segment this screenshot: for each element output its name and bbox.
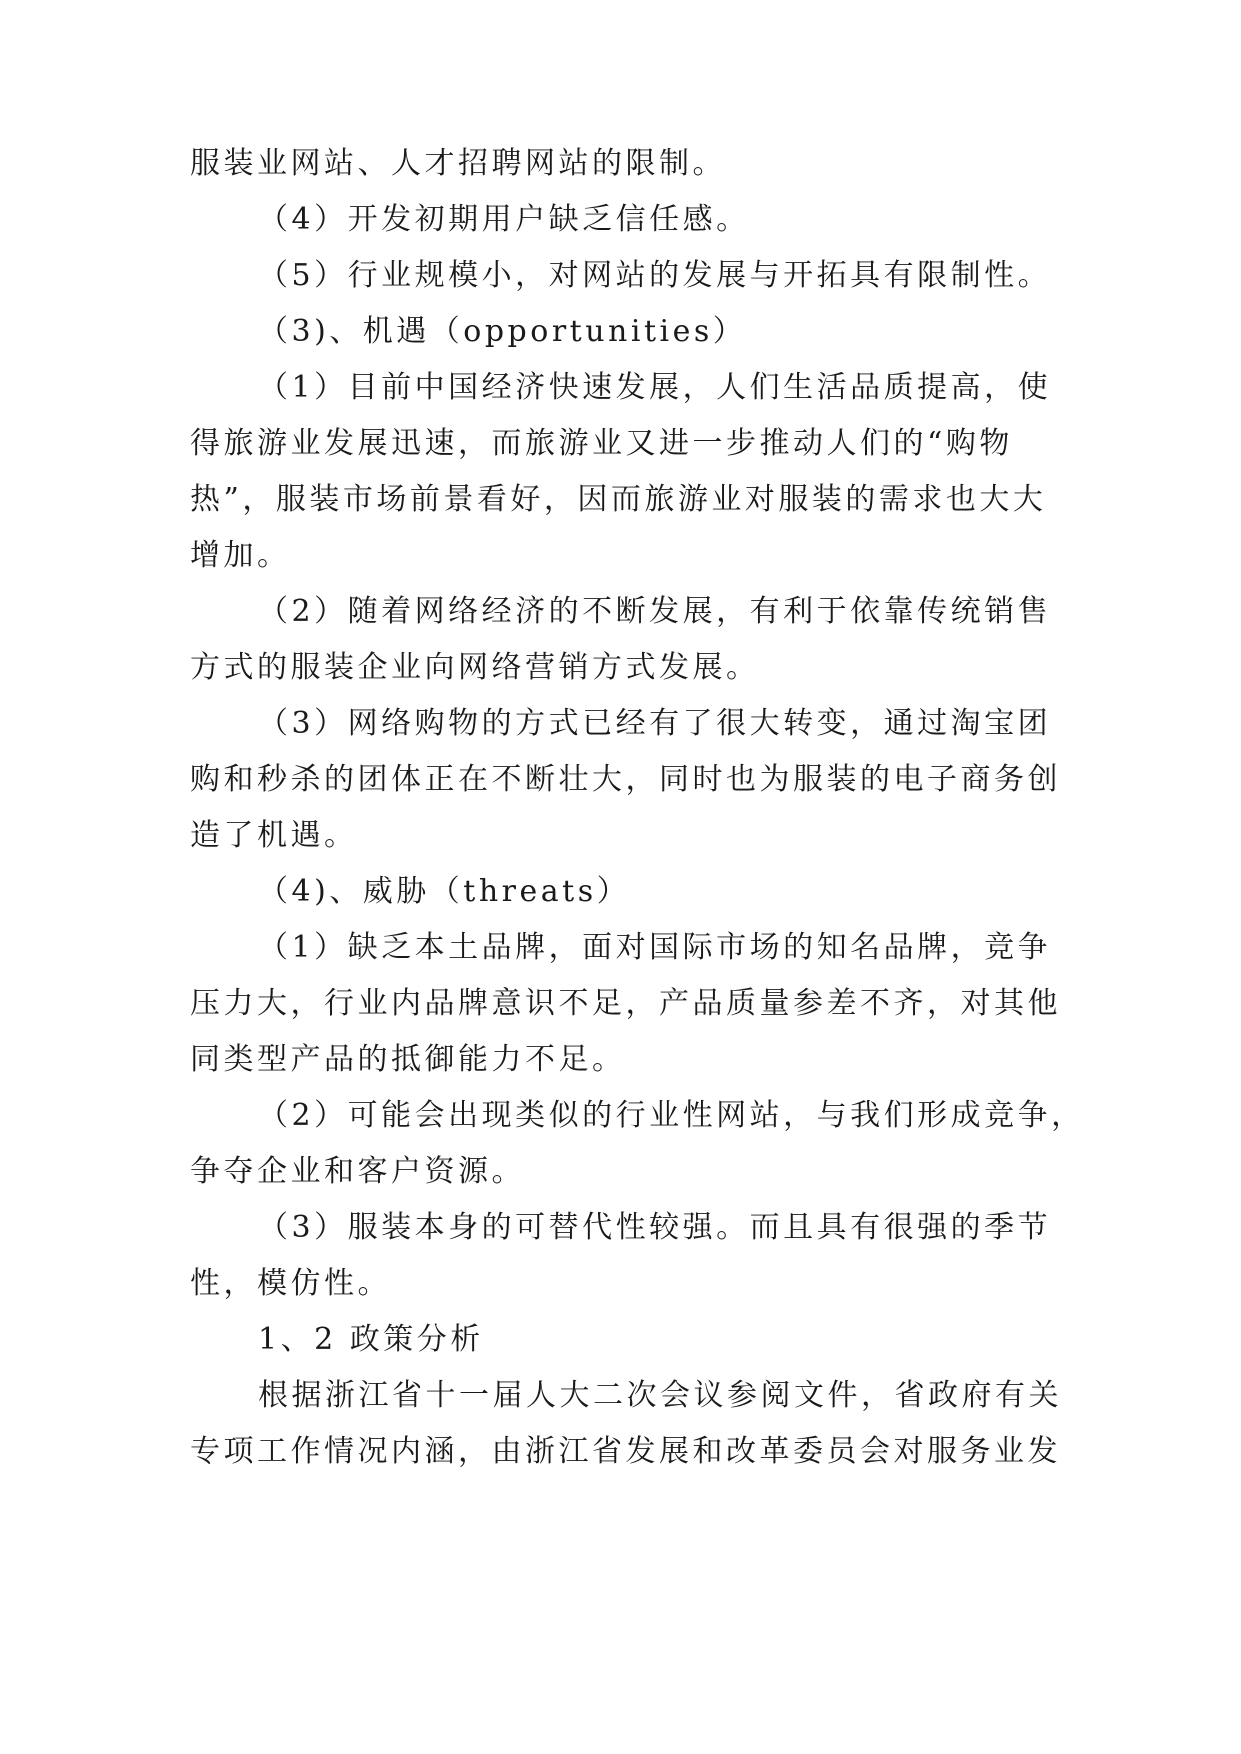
section-heading-policy: 1、2 政策分析 (258, 1322, 484, 1357)
body-text-line: 专项工作情况内涵，由浙江省发展和改革委员会对服务业发 (190, 1434, 1061, 1469)
list-item-line: （1）目前中国经济快速发展，人们生活品质提高，使 (258, 370, 1052, 405)
body-text-line: 压力大，行业内品牌意识不足，产品质量参差不齐，对其他 (190, 986, 1061, 1021)
list-item-line: （4）开发初期用户缺乏信任感。 (258, 202, 750, 237)
body-text-line: 同类型产品的抵御能力不足。 (190, 1042, 626, 1077)
section-heading-opportunities: （3)、机遇（opportunities） (258, 314, 747, 349)
body-text-line: 性，模仿性。 (190, 1266, 391, 1301)
body-text-line: 服装业网站、人才招聘网站的限制。 (190, 146, 726, 181)
body-text-line: 造了机遇。 (190, 818, 358, 853)
body-text-line: 根据浙江省十一届人大二次会议参阅文件，省政府有关 (258, 1378, 1062, 1413)
list-item-line: （1）缺乏本土品牌，面对国际市场的知名品牌，竞争 (258, 930, 1052, 965)
body-text-line: 得旅游业发展迅速，而旅游业又进一步推动人们的“购物 (190, 426, 1013, 461)
list-item-line: （2）随着网络经济的不断发展，有利于依靠传统销售 (258, 594, 1052, 629)
body-text-line: 增加。 (190, 538, 291, 573)
body-text-line: 购和秒杀的团体正在不断壮大，同时也为服装的电子商务创 (190, 762, 1061, 797)
list-item-line: （2）可能会出现类似的行业性网站，与我们形成竞争， (258, 1098, 1085, 1133)
list-item-line: （3）网络购物的方式已经有了很大转变，通过淘宝团 (258, 706, 1052, 741)
body-text-line: 热”，服装市场前景看好，因而旅游业对服装的需求也大大 (190, 482, 1047, 517)
section-heading-threats: （4)、威胁（threats） (258, 874, 631, 909)
list-item-line: （3）服装本身的可替代性较强。而且具有很强的季节 (258, 1210, 1052, 1245)
body-text-line: 争夺企业和客户资源。 (190, 1154, 525, 1189)
body-text-line: 方式的服装企业向网络营销方式发展。 (190, 650, 760, 685)
list-item-line: （5）行业规模小，对网站的发展与开拓具有限制性。 (258, 258, 1052, 293)
